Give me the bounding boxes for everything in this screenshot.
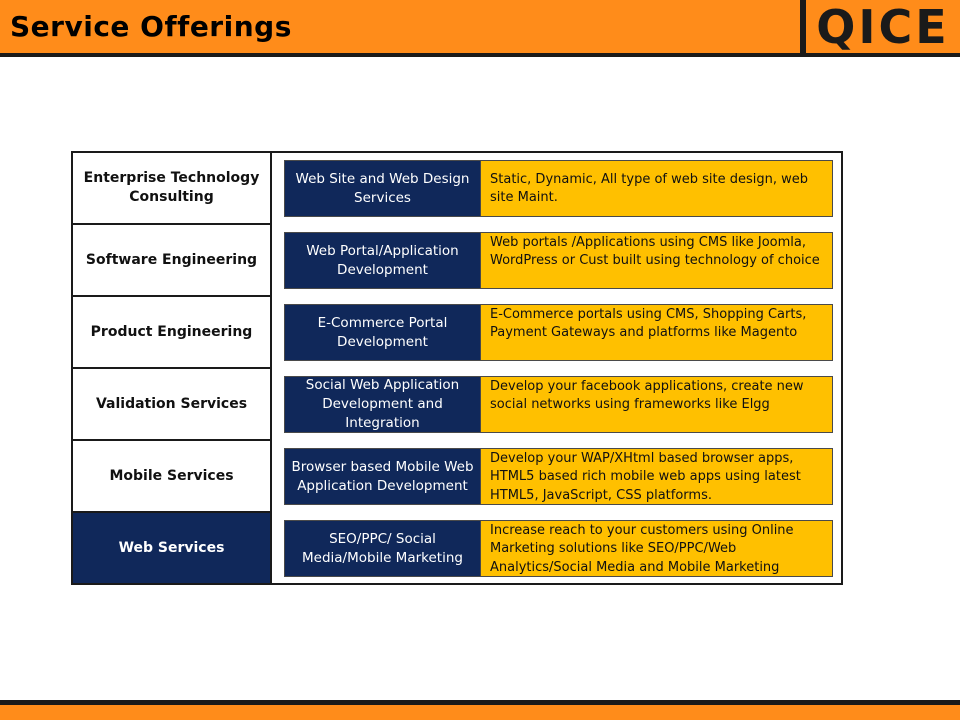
category-mobile-services[interactable]: Mobile Services	[73, 441, 270, 511]
logo-text: QICE	[816, 0, 950, 54]
service-name: Social Web Application Development and Integration	[284, 376, 481, 433]
service-name: SEO/PPC/ Social Media/Mobile Marketing	[284, 520, 481, 577]
service-row	[284, 448, 833, 505]
service-name: Browser based Mobile Web Application Development	[284, 448, 481, 505]
service-description: Static, Dynamic, All type of web site design, web site Maint.	[480, 160, 833, 217]
service-description: Web portals /Applications using CMS like Joomla, WordPress or Cust built using technology of choice	[480, 232, 833, 289]
footer-bar	[0, 705, 960, 720]
service-row	[284, 232, 833, 289]
service-description: E-Commerce portals using CMS, Shopping Carts, Payment Gateways and platforms like Magento	[480, 304, 833, 361]
category-enterprise-technology-consulting[interactable]: Enterprise Technology Consulting	[73, 153, 270, 223]
service-name: Web Portal/Application Development	[284, 232, 481, 289]
logo	[800, 0, 960, 53]
service-row	[284, 520, 833, 577]
category-list	[71, 151, 272, 585]
category-software-engineering[interactable]: Software Engineering	[73, 225, 270, 295]
page-title: Service Offerings	[10, 10, 292, 43]
header-bar	[0, 0, 960, 57]
service-name: E-Commerce Portal Development	[284, 304, 481, 361]
service-name: Web Site and Web Design Services	[284, 160, 481, 217]
service-row	[284, 160, 833, 217]
service-description: Increase reach to your customers using Online Marketing solutions like SEO/PPC/Web Analytics/Social Media and Mobile Marketing	[480, 520, 833, 577]
category-web-services[interactable]: Web Services	[73, 513, 270, 583]
category-validation-services[interactable]: Validation Services	[73, 369, 270, 439]
service-description: Develop your WAP/XHtml based browser apps, HTML5 based rich mobile web apps using latest HTML5, JavaScript, CSS platforms.	[480, 448, 833, 505]
category-product-engineering[interactable]: Product Engineering	[73, 297, 270, 367]
service-description: Develop your facebook applications, create new social networks using frameworks like Elgg	[480, 376, 833, 433]
service-row	[284, 376, 833, 433]
service-row	[284, 304, 833, 361]
